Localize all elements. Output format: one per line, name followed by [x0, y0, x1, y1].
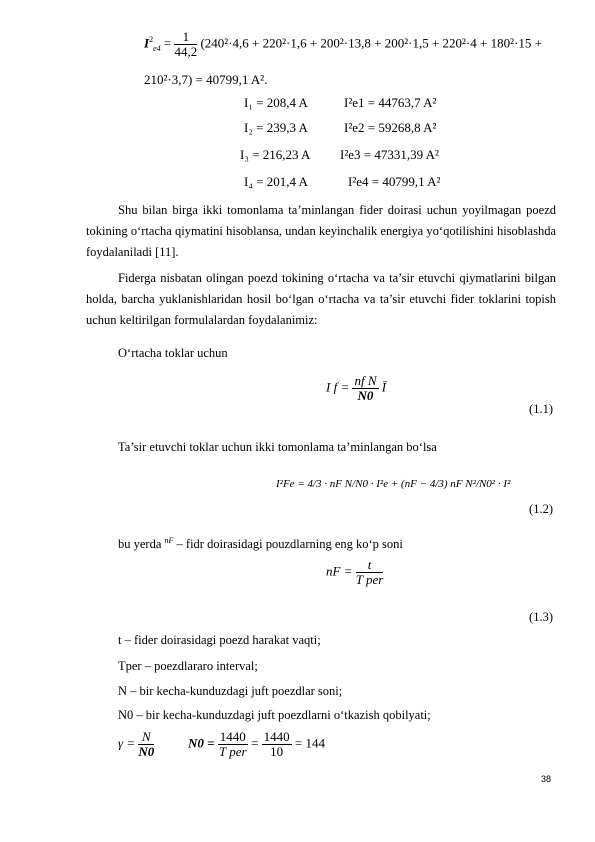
- result-left-4: I₄ = 201,4 A: [244, 174, 308, 189]
- top-formula-lhs: I: [144, 35, 150, 51]
- n0-formula: N0 = $\frac{1440}{\text{T per}}$ = $\frac{1440}{10}$ = 144: [188, 729, 325, 759]
- paragraph-5: bu yerda $^{nF}$ – fidr doirasidagi pouzdlarning eng ko‘p soni: [118, 536, 403, 552]
- result-right-3: I²e3 = 47331,39 A²: [340, 147, 439, 162]
- equation-1-3: nF = $\frac{t}{\text{T per}}$: [326, 557, 384, 587]
- result-right-2: I²e2 = 59268,8 A²: [344, 120, 437, 135]
- result-right-1: I²e1 = 44763,7 A²: [344, 95, 437, 110]
- result-right-4: I²e4 = 40799,1 A²: [348, 174, 441, 189]
- definition-2: Tper – poezdlararo interval;: [118, 659, 258, 673]
- equation-number-1-1: (1.1): [529, 402, 553, 416]
- paragraph-4: Ta’sir etuvchi toklar uchun ikki tomonlama ta’minlangan bo‘lsa: [118, 440, 437, 454]
- definition-3: N – bir kecha-kunduzdagi juft poezdlar soni;: [118, 684, 343, 698]
- top-formula: $I^2_{e4}$ = $\frac{1}{44,2}$ (240²·4,6 + 220²·1,6 + 200²·13,8 + 200²·1,5 + 220²·4 + 180²·15 +: [144, 29, 542, 59]
- paragraph-2: Fiderga nisbatan olingan poezd tokining o‘rtacha va ta’sir etuvchi qiymatlarini bilgan holda, barcha yuklanishlaridan hosil bo‘lgan o‘rtacha va ta’sir etuvchi fider toklarini topish uchun keltirilgan formulalardan foydalanimiz:: [86, 271, 556, 327]
- equation-1-2: I²Fe = 4/3 · nF N/N0 · I²e + (nF − 4/3) nF N²/N0² · I²: [276, 478, 511, 490]
- paragraph-1: Shu bilan birga ikki tomonlama ta’minlangan fider doirasi uchun yoyilmagan poezd tokining o‘rtacha qiymatini hisoblansa, undan keyinchalik energiya yo‘qotilishini hisoblashda foydalaniladi [11].: [86, 203, 556, 259]
- top-formula-fraction: $\frac{1}{44,2}$: [174, 29, 198, 59]
- top-formula-body-1: (240²·4,6 + 220²·1,6 + 200²·13,8 + 200²·1,5 + 220²·4 + 180²·15 +: [200, 35, 542, 51]
- paragraph-3: O‘rtacha toklar uchun: [118, 346, 228, 360]
- definition-1: t – fider doirasidagi poezd harakat vaqti;: [118, 633, 321, 647]
- equation-1-1: I f = $\frac{\text{nf N}}{N0}$ Ī: [326, 373, 387, 403]
- definition-4: N0 – bir kecha-kunduzdagi juft poezdlarni o‘tkazish qobilyati;: [118, 708, 431, 722]
- page-number: 38: [540, 774, 551, 784]
- equation-number-1-2: (1.2): [529, 502, 553, 516]
- top-formula-body-2: 210²·3,7) = 40799,1 A².: [144, 72, 268, 87]
- equation-number-1-3: (1.3): [529, 610, 553, 624]
- gamma-formula: γ = $\frac{N}{N0}$: [118, 729, 155, 759]
- result-left-3: I₃ = 216,23 A: [240, 147, 311, 162]
- result-left-2: I₂ = 239,3 A: [244, 120, 308, 135]
- result-left-1: I₁ = 208,4 A: [244, 95, 308, 110]
